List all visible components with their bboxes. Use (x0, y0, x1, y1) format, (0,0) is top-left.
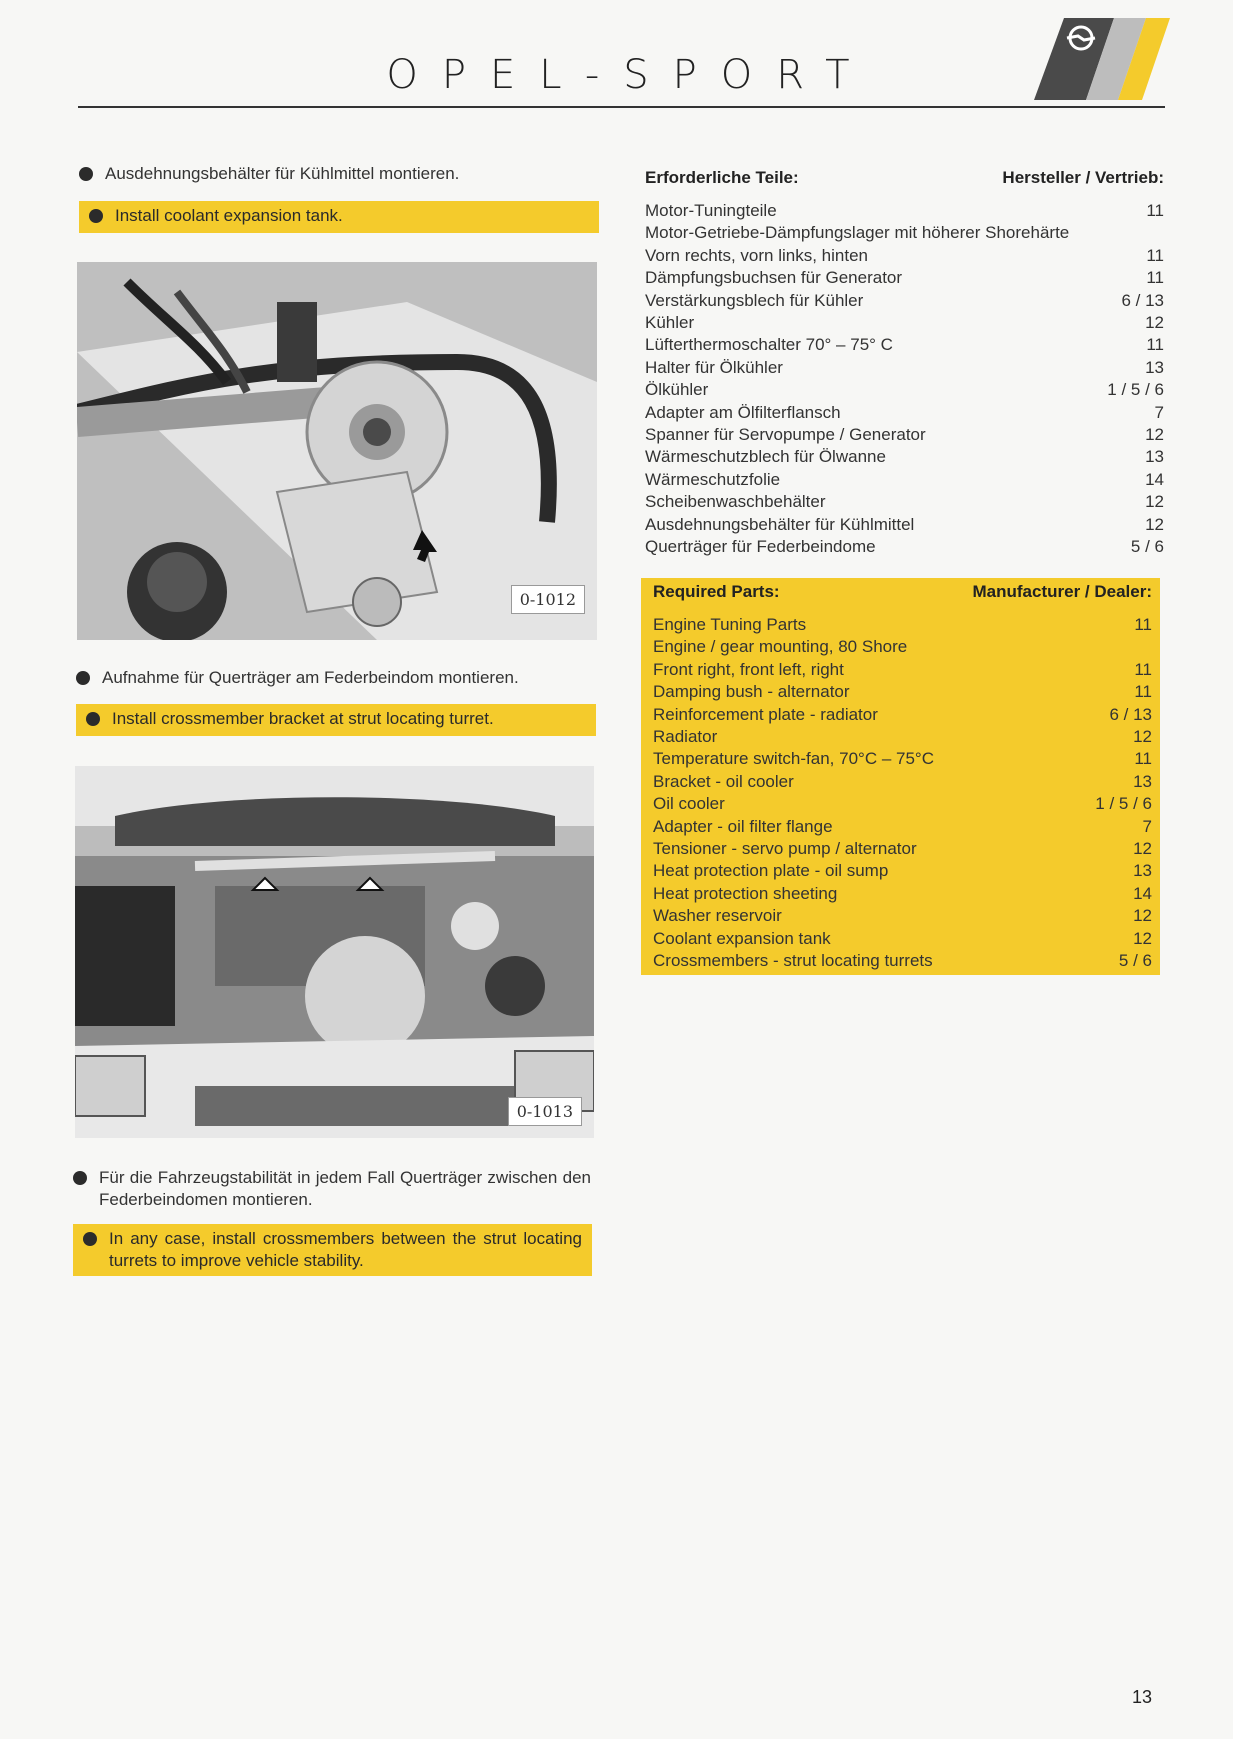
part-code: 6 / 13 (1121, 290, 1164, 310)
part-row (645, 222, 1164, 244)
part-code: 12 (1145, 425, 1164, 445)
part-name: Coolant expansion tank (653, 928, 831, 948)
part-code: 13 (1133, 771, 1152, 791)
part-name: Ausdehnungsbehälter für Kühlmittel (645, 514, 915, 534)
part-name: Kühler (645, 313, 695, 333)
part-row (645, 491, 1164, 513)
part-code: 12 (1145, 492, 1164, 512)
part-name: Adapter - oil filter flange (653, 816, 833, 836)
part-row (645, 357, 1164, 379)
step3-de: Für die Fahrzeugstabilität in jedem Fall Querträger zwischen den Federbeindomen montieren. (73, 1167, 591, 1211)
part-row (645, 514, 1164, 536)
part-code: 14 (1145, 469, 1164, 489)
part-row (653, 636, 1152, 658)
part-row (653, 748, 1152, 770)
parts-list-en-box (641, 578, 1160, 975)
parts-rows-de (645, 200, 1164, 559)
photo-illustration (75, 766, 594, 1138)
bullet-icon (83, 1232, 97, 1246)
part-code: 14 (1133, 883, 1152, 903)
part-name: Vorn rechts, vorn links, hinten (645, 245, 869, 265)
part-row (645, 290, 1164, 312)
part-name: Oil cooler (653, 794, 725, 814)
part-row (645, 402, 1164, 424)
bullet-icon (86, 712, 100, 726)
part-row (653, 860, 1152, 882)
part-code: 12 (1145, 514, 1164, 534)
part-name: Spanner für Servopumpe / Generator (645, 425, 926, 445)
part-row (645, 267, 1164, 289)
part-code: 12 (1133, 928, 1152, 948)
page-title: OPEL-SPORT (386, 52, 874, 98)
part-name: Scheibenwaschbehälter (645, 492, 826, 512)
part-name: Motor-Tuningteile (645, 201, 777, 220)
page-number: 13 (1132, 1687, 1153, 1707)
photo-label: 0-1012 (511, 585, 585, 614)
part-name: Wärmeschutzblech für Ölwanne (645, 447, 886, 467)
part-row (645, 334, 1164, 356)
part-name: Motor-Getriebe-Dämpfungslager mit höherer Shorehärte (645, 223, 1070, 243)
parts-header-de: Erforderliche Teile: Hersteller / Vertrieb: (645, 168, 1164, 187)
part-code: 6 / 13 (1109, 704, 1152, 724)
part-row (653, 928, 1152, 950)
part-code (1104, 222, 1164, 244)
part-name: Temperature switch-fan, 70°C – 75°C (653, 749, 934, 769)
part-row (645, 446, 1164, 468)
step1-de: Ausdehnungsbehälter für Kühlmittel montieren. (79, 163, 599, 185)
photo-label: 0-1013 (508, 1097, 582, 1126)
part-row (653, 883, 1152, 905)
part-code: 11 (1134, 659, 1152, 679)
part-code: 5 / 6 (1118, 951, 1152, 971)
part-name: Radiator (653, 727, 718, 747)
step2-en: Install crossmember bracket at strut locating turret. (76, 704, 596, 736)
part-code (1092, 636, 1152, 658)
part-row (653, 950, 1152, 972)
part-code: 13 (1133, 861, 1152, 881)
part-name: Heat protection sheeting (653, 883, 838, 903)
part-name: Wärmeschutzfolie (645, 469, 781, 489)
part-name: Engine Tuning Parts (653, 615, 807, 634)
part-row (653, 838, 1152, 860)
part-row (645, 245, 1164, 267)
part-row (653, 704, 1152, 726)
photo-illustration (77, 262, 597, 640)
part-row (645, 379, 1164, 401)
part-name: Crossmembers - strut locating turrets (653, 951, 933, 971)
part-code: 11 (1134, 749, 1152, 769)
bullet-icon (73, 1171, 87, 1185)
part-name: Front right, front left, right (653, 659, 844, 679)
part-name: Verstärkungsblech für Kühler (645, 290, 864, 310)
part-code: 13 (1145, 357, 1164, 377)
part-row (653, 726, 1152, 748)
part-row (653, 816, 1152, 838)
parts-list-de (645, 168, 1164, 559)
part-code: 11 (1134, 615, 1152, 634)
part-name: Engine / gear mounting, 80 Shore (653, 637, 908, 657)
part-code: 12 (1133, 839, 1152, 859)
header-rule (78, 106, 1165, 108)
part-name: Halter für Ölkühler (645, 357, 783, 377)
part-name: Dämpfungsbuchsen für Generator (645, 268, 903, 288)
part-code: 12 (1133, 727, 1152, 747)
part-code: 11 (1146, 245, 1164, 265)
bullet-icon (89, 209, 103, 223)
part-row (645, 469, 1164, 491)
step2-de: Aufnahme für Querträger am Federbeindom montieren. (76, 667, 596, 689)
part-code: 11 (1146, 268, 1164, 288)
opel-logo (1034, 18, 1170, 100)
bullet-icon (79, 167, 93, 181)
part-name: Ölkühler (645, 380, 709, 400)
part-row (653, 793, 1152, 815)
engine-bay-photo-2 (75, 766, 594, 1138)
part-code: 11 (1146, 201, 1164, 220)
part-name: Reinforcement plate - radiator (653, 704, 878, 724)
part-code: 13 (1145, 447, 1164, 467)
part-name: Heat protection plate - oil sump (653, 861, 889, 881)
part-code: 5 / 6 (1130, 537, 1164, 557)
engine-bay-photo-1 (77, 262, 597, 640)
part-row (653, 614, 1152, 636)
part-name: Querträger für Federbeindome (645, 537, 876, 557)
part-row (653, 659, 1152, 681)
part-row (645, 312, 1164, 334)
step1-en: Install coolant expansion tank. (79, 201, 599, 233)
part-code: 1 / 5 / 6 (1107, 380, 1164, 400)
part-code: 12 (1145, 313, 1164, 333)
part-code: 1 / 5 / 6 (1095, 794, 1152, 814)
part-code: 7 (1142, 816, 1152, 836)
part-name: Lüfterthermoschalter 70° – 75° C (645, 335, 893, 355)
part-row (645, 424, 1164, 446)
parts-header-en: Required Parts: Manufacturer / Dealer: (653, 582, 1152, 601)
part-code: 11 (1134, 682, 1152, 702)
part-row (645, 536, 1164, 558)
parts-rows-en (653, 614, 1152, 973)
part-code: 7 (1154, 402, 1164, 422)
step3-en: In any case, install crossmembers between the strut locating turrets to improve vehicle stability. (73, 1224, 592, 1276)
part-name: Tensioner - servo pump / alternator (653, 839, 917, 859)
bullet-icon (76, 671, 90, 685)
part-row (645, 200, 1164, 222)
part-name: Washer reservoir (653, 906, 782, 926)
part-name: Damping bush - alternator (653, 682, 850, 702)
part-code: 12 (1133, 906, 1152, 926)
part-name: Adapter am Ölfilterflansch (645, 402, 841, 422)
part-code: 11 (1146, 335, 1164, 355)
part-row (653, 681, 1152, 703)
part-name: Bracket - oil cooler (653, 771, 794, 791)
part-row (653, 905, 1152, 927)
part-row (653, 771, 1152, 793)
